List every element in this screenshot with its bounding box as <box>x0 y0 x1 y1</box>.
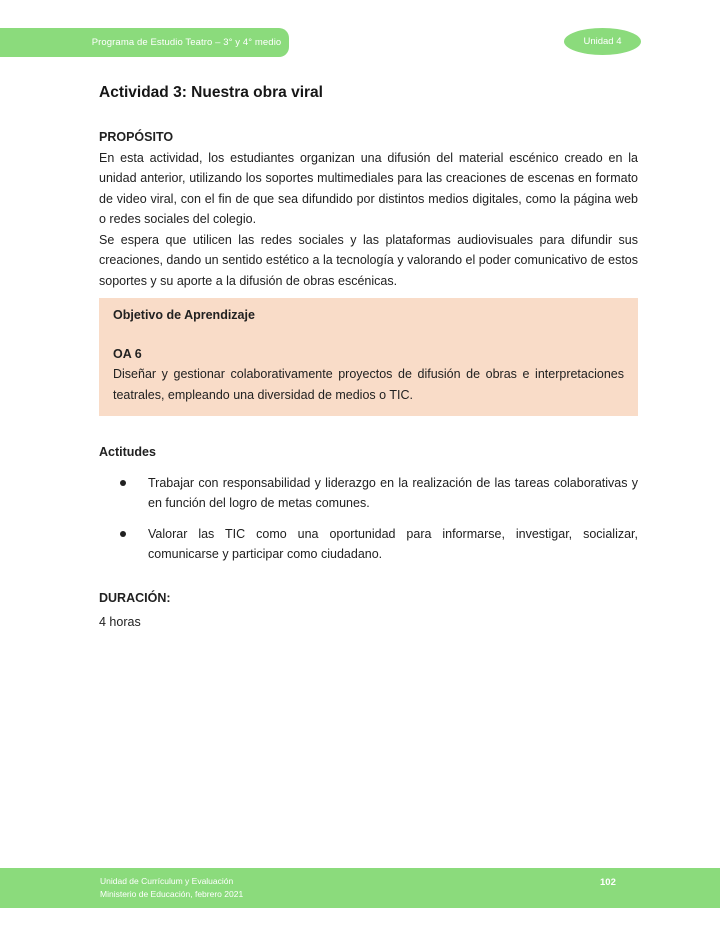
actitudes-heading: Actitudes <box>99 445 156 459</box>
oa6-text: Diseñar y gestionar colaborativamente proyectos de difusión de obras e interpretaciones teatrales, empleando una diversidad de medios o TIC. <box>113 367 624 402</box>
proposito-paragraph-1: En esta actividad, los estudiantes organizan una difusión del material escénico creado en la unidad anterior, utilizando los soportes multimediales para las creaciones de escenas en formato de video viral, con el fin de que sea difundido por distintos medios digitales, como la página web o redes sociales del colegio. <box>99 150 638 226</box>
actitudes-item-1 <box>99 473 638 514</box>
duracion-heading: DURACIÓN: <box>99 590 171 605</box>
bullet-icon <box>120 531 126 537</box>
duracion-value: 4 horas <box>99 615 141 629</box>
objetivo-aprendizaje-box <box>99 298 638 416</box>
footer-bar <box>0 868 720 908</box>
actitudes-item-2-text: Valorar las TIC como una oportunidad para informarse, investigar, socializar, comunicarse y participar como ciudadano. <box>148 526 638 561</box>
unit-badge-label: Unidad 4 <box>583 36 622 47</box>
program-badge-label: Programa de Estudio Teatro – 3° y 4° medio <box>91 37 282 48</box>
footer-line-1: Unidad de Currículum y Evaluación <box>100 876 234 886</box>
program-badge <box>0 28 289 57</box>
actitudes-list <box>99 473 638 565</box>
actitudes-item-2 <box>99 524 638 565</box>
page-number: 102 <box>600 877 616 888</box>
proposito-paragraph-2: Se espera que utilicen las redes sociales y las plataformas audiovisuales para difundir sus creaciones, dando un sentido estético a la tecnología y valorando el poder comunicativo de estos soportes y su aporte a la difusión de obras escénicas. <box>99 232 638 288</box>
proposito-heading: PROPÓSITO <box>99 130 174 144</box>
unit-badge <box>564 28 641 55</box>
footer-line-2: Ministerio de Educación, febrero 2021 <box>100 888 244 899</box>
bullet-icon <box>120 480 126 486</box>
footer-institution <box>100 875 243 900</box>
oa6-label: OA 6 <box>113 346 142 361</box>
objetivo-box-heading: Objetivo de Aprendizaje <box>113 308 255 322</box>
objetivo-box-spacer <box>113 326 624 344</box>
page-title: Actividad 3: Nuestra obra viral <box>99 84 323 101</box>
actitudes-item-1-text: Trabajar con responsabilidad y liderazgo en la realización de las tareas colaborativas y en función del logro de metas comunes. <box>148 475 638 510</box>
content-column <box>99 127 638 633</box>
